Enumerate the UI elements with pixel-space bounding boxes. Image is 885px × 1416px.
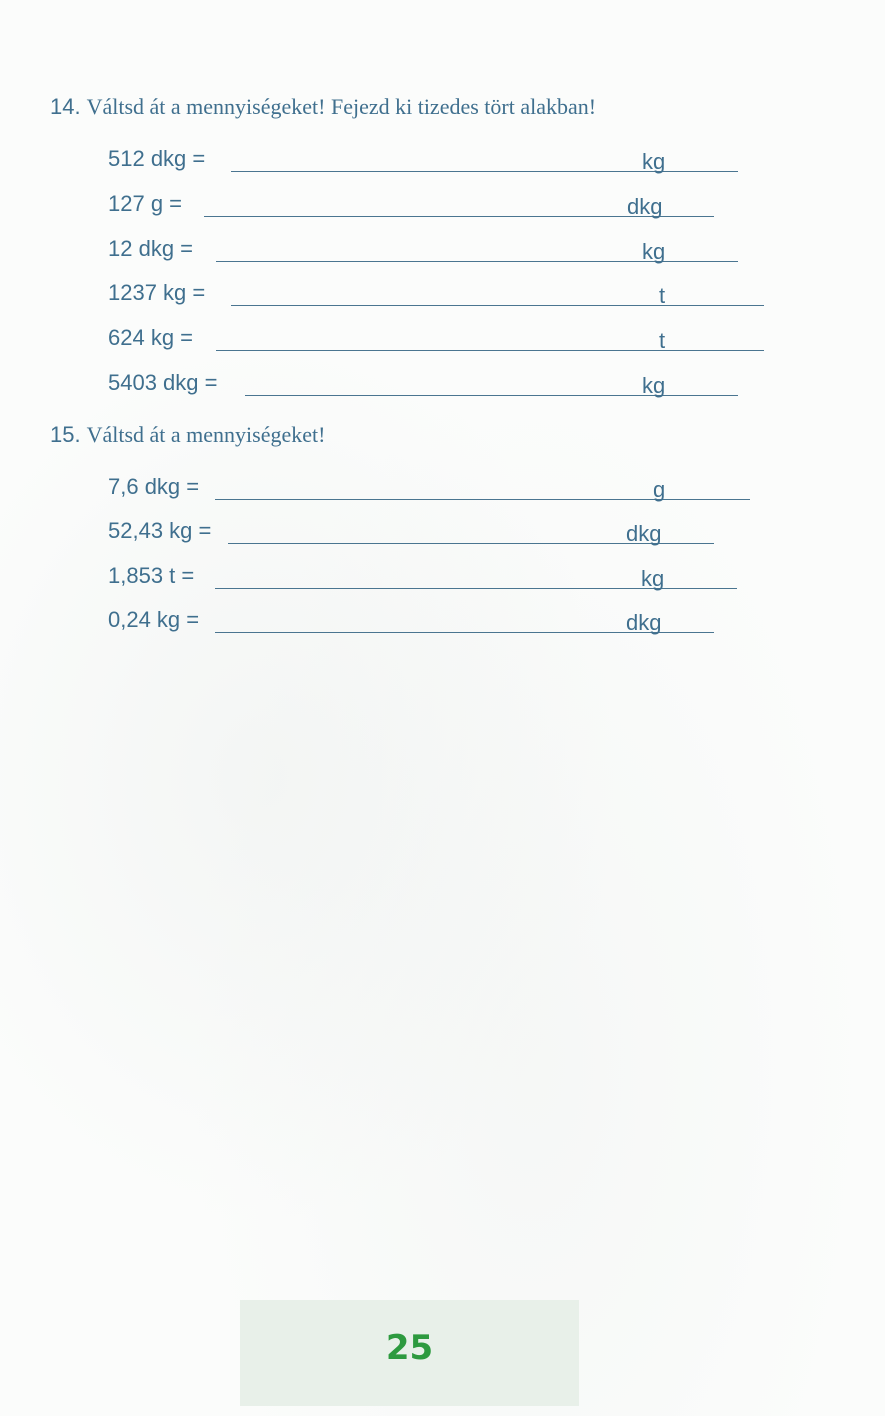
task-15-instruction: Váltsd át a mennyiségeket! — [86, 422, 326, 447]
conversion-expression: 1,853 t = — [108, 563, 195, 588]
target-unit: kg — [642, 149, 666, 174]
target-unit: kg — [641, 566, 665, 591]
target-unit: t — [659, 283, 666, 308]
conversion-expression: 1237 kg = — [108, 280, 206, 305]
task-14-number: 14. — [50, 94, 81, 119]
answer-blank[interactable] — [216, 350, 764, 351]
task-14-heading — [50, 94, 596, 120]
conversion-expression: 512 dkg = — [108, 146, 206, 171]
target-unit: kg — [642, 373, 666, 398]
answer-blank[interactable] — [231, 305, 764, 306]
conversion-expression: 127 g = — [108, 191, 183, 216]
target-unit: dkg — [626, 521, 662, 546]
target-unit: dkg — [626, 610, 662, 635]
answer-blank[interactable] — [215, 499, 750, 500]
conversion-expression: 624 kg = — [108, 325, 194, 350]
page-number-box — [240, 1300, 579, 1406]
conversion-expression: 12 dkg = — [108, 236, 194, 261]
conversion-expression: 52,43 kg = — [108, 518, 212, 543]
task-15-number: 15. — [50, 422, 81, 447]
target-unit: g — [653, 477, 666, 502]
target-unit: kg — [642, 239, 666, 264]
target-unit: dkg — [627, 194, 663, 219]
target-unit: t — [659, 328, 666, 353]
conversion-expression: 5403 dkg = — [108, 370, 218, 395]
task-15-heading — [50, 422, 325, 448]
conversion-expression: 0,24 kg = — [108, 607, 200, 632]
conversion-expression: 7,6 dkg = — [108, 474, 200, 499]
task-14-instruction: Váltsd át a mennyiségeket! Fejezd ki tizedes tört alakban! — [86, 94, 597, 119]
page-number: 25 — [385, 1328, 434, 1368]
